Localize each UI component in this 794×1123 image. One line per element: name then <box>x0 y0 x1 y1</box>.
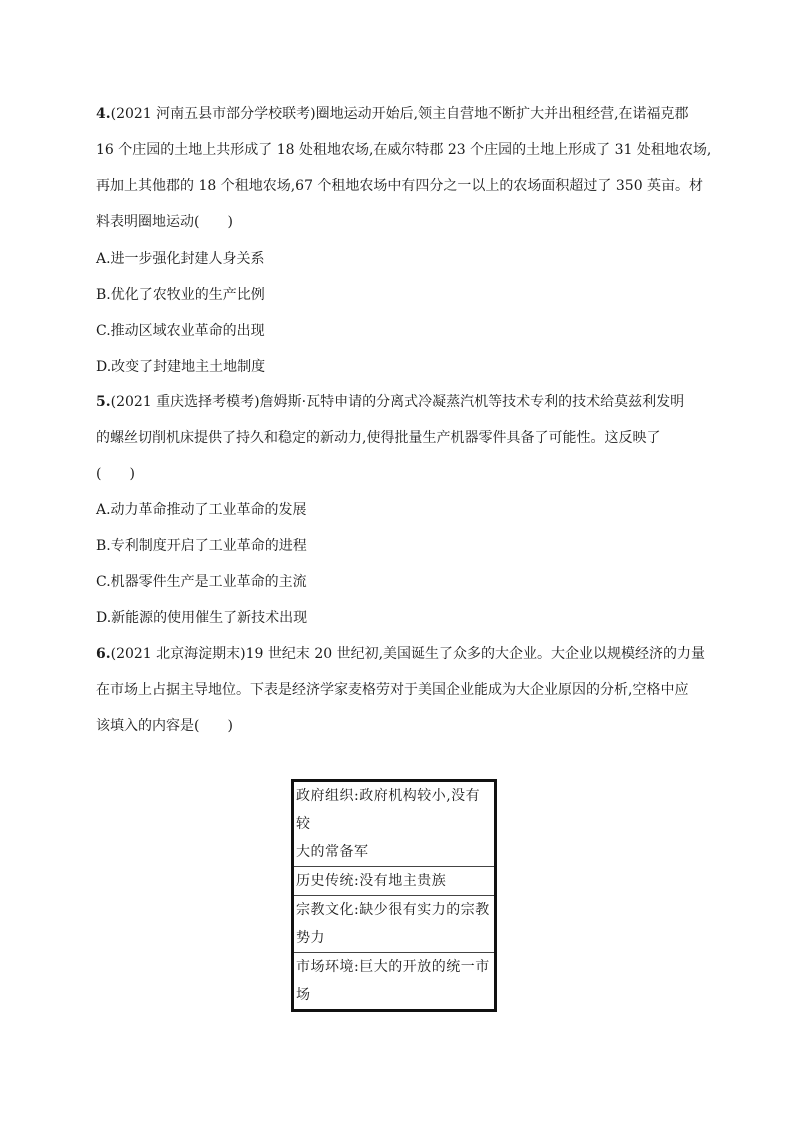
table-row-religion: 宗教文化:缺少很有实力的宗教 势力 <box>294 896 494 953</box>
q6-number: 6. <box>96 646 111 662</box>
table-row-history: 历史传统:没有地主贵族 <box>294 867 494 896</box>
q5-option-b: B.专利制度开启了工业革命的进程 <box>96 538 307 554</box>
q5-option-c: C.机器零件生产是工业革命的主流 <box>96 574 307 590</box>
q6-line-2: 在市场上占据主导地位。下表是经济学家麦格劳对于美国企业能成为大企业原因的分析,空格中应 <box>96 682 689 698</box>
q4-line-4: 料表明圈地运动( ) <box>96 214 233 230</box>
q4-line-3: 再加上其他郡的 18 个租地农场,67 个租地农场中有四分之一以上的农场面积超过了 350 英亩。材 <box>96 178 704 194</box>
q5-line-1: 5.(2021 重庆选择考模考)詹姆斯·瓦特申请的分离式冷凝蒸汽机等技术专利的技术给莫兹利发明 <box>96 394 685 410</box>
q5-option-d: D.新能源的使用催生了新技术出现 <box>96 610 308 626</box>
q6-line-3: 该填入的内容是( ) <box>96 718 233 734</box>
q5-number: 5. <box>96 394 111 410</box>
factors-table <box>291 779 497 1012</box>
q6-line-1: 6.(2021 北京海淀期末)19 世纪末 20 世纪初,美国诞生了众多的大企业。大企业以规模经济的力量 <box>96 646 706 662</box>
q4-option-c: C.推动区域农业革命的出现 <box>96 323 265 339</box>
q4-option-b: B.优化了农牧业的生产比例 <box>96 287 265 303</box>
q5-line-2: 的螺丝切削机床提供了持久和稳定的新动力,使得批量生产机器零件具备了可能性。这反映了 <box>96 430 661 446</box>
q5-option-a: A.动力革命推动了工业革命的发展 <box>96 502 307 518</box>
table-row-government: 政府组织:政府机构较小,没有较 大的常备军 <box>294 782 494 867</box>
q4-line-2: 16 个庄园的土地上共形成了 18 处租地农场,在威尔特郡 23 个庄园的土地上形成了 31 处租地农场, <box>96 142 712 158</box>
q4-line-1: 4.(2021 河南五县市部分学校联考)圈地运动开始后,领主自营地不断扩大并出租经营,在诺福克郡 <box>96 106 689 122</box>
table-row-market: 市场环境:巨大的开放的统一市 场 <box>296 959 490 1003</box>
q4-option-d: D.改变了封建地主土地制度 <box>96 359 266 375</box>
q4-option-a: A.进一步强化封建人身关系 <box>96 251 265 267</box>
q5-line-3: ( ) <box>96 466 135 482</box>
q4-number: 4. <box>96 106 111 122</box>
